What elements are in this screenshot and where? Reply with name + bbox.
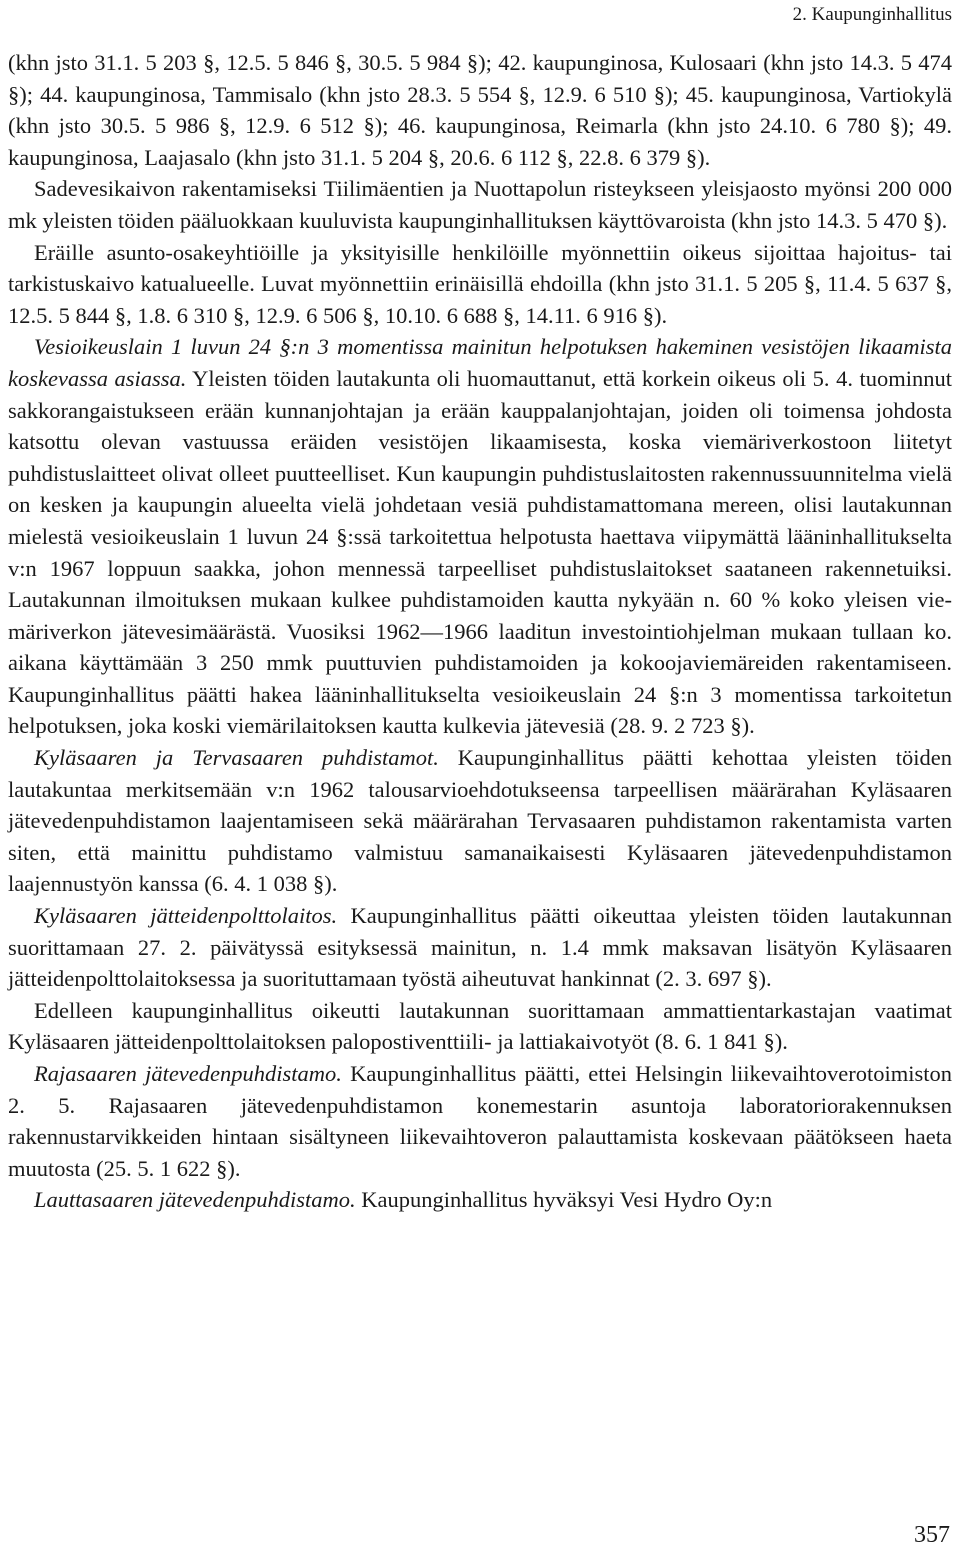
paragraph-text: Kaupunginhallitus hyväksyi Vesi Hydro Oy:n bbox=[361, 1187, 773, 1213]
paragraph-text: Eräille asunto-osakeyhtiöille ja yksityisille henkilöille myönnettiin oikeus sijoittaa hajoitus- tai tarkistuskaivo katualueelle. Luvat myönnettiin erinäisillä ehdoilla (khn jsto 31.1. 5 205 §, 11.4. 5 637 §, 12.5. 5 844 §, 1.8. 6 310 §, 12.9. 6 506 §, 10.10. 6 688 §, 14.11. 6 916 §). bbox=[8, 239, 952, 328]
paragraph-heading: Kyläsaaren ja Tervasaaren puhdistamot. bbox=[34, 745, 439, 771]
paragraph-incinerator-fire-valves bbox=[8, 995, 952, 1058]
paragraph-text: Sadevesikaivon rakentamiseksi Tiilimäentien ja Nuottapolun risteykseen yleisjaosto myönsi 200 000 mk yleisten töiden pääluokkaan kuuluvista kaupunginhallituksen käyttövaroista (khn jsto 14.3. 5 470 §). bbox=[8, 176, 952, 233]
paragraph-lauttasaari-plant bbox=[8, 1184, 952, 1216]
page-number: 357 bbox=[914, 1522, 950, 1548]
paragraph-rainwater-well bbox=[8, 173, 952, 236]
paragraph-water-law-relief bbox=[8, 331, 952, 742]
paragraph-text: Kaupunginhallitus päätti kehottaa yleisten töiden lautakuntaa merkitsemään v:n 1962 talousarvioehdotukseensa tarpeellisen määrärahan Kyläsaaren jätevedenpuhdistamon laajentamiseen sekä määrärahan Tervasaaren puhdistamon rakentamista varten siten, että mainittu puhdistamo valmistuu samanaikaisesti Kyläsaaren jätevedenpuhdistamon laajennustyön kanssa (6. 4. 1 038 §). bbox=[8, 745, 952, 897]
paragraph-kylasaari-tervasaari-plants bbox=[8, 742, 952, 900]
paragraph-kylasaari-incinerator bbox=[8, 900, 952, 995]
paragraph-district-list bbox=[8, 47, 952, 173]
paragraph-text: Edelleen kaupunginhallitus oikeutti lautakunnan suorittamaan ammattientarkastajan vaatimat Kyläsaaren jätteidenpolttolaitoksen palopostiventtiili- ja lattiakaivotyöt (8. 6. 1 841 §). bbox=[8, 997, 952, 1055]
paragraph-heading: Rajasaaren jätevedenpuhdistamo. bbox=[34, 1061, 342, 1086]
paragraph-heading: Lauttasaaren jätevedenpuhdistamo. bbox=[34, 1187, 356, 1213]
running-head: 2. Kaupunginhallitus bbox=[792, 4, 952, 25]
paragraph-text: Kaupunginhallitus päätti, ettei Helsingin liikevaihtoverotoimiston 2. 5. Rajasaaren jätevedenpuhdistamon konemestarin asuntoja laboratoriorakennuksen rakennustarvikkeiden hintaan sisältyneen liikevaihtoveron palauttamista koskevaan päätökseen haeta muutosta (25. 5. 1 622 §). bbox=[8, 1061, 953, 1181]
paragraph-heading: Kyläsaaren jätteidenpolttolaitos. bbox=[34, 903, 338, 929]
paragraph-text: Kaupunginhallitus päätti oikeuttaa yleisten töiden lautakunnan suorittamaan 27. 2. päivätyssä esityksessä mainitun, n. 1.4 mmk maksavan lisätyön Kyläsaaren jätteidenpolttolaitoksessa ja suorituttamaan työstä aiheutuvat hankinnat (2. 3. 697 §). bbox=[8, 903, 953, 992]
paragraph-text: Yleisten töiden lautakunta oli huomauttanut, että korkein oikeus oli 5. 4. tuominnut sakkorangaistukseen erään kunnanjohtajan ja erään kauppalanjohtajan, joiden oli toimensa johdosta katsottu olevan vastuussa eräiden vesistöjen likaamisesta, koska viemäriverkostoon liitetyt puhdistuslaitteet olivat olleet puutteelliset. Kun kaupungin puhdistuslaitosten rakennussuunnitelma vielä on kesken ja kaupungin alueelta vielä johdetaan vesiä puhdistamattomana mereen, olisi lautakunnan mielestä vesioikeuslain 1 luvun 24 §:ssä tarkoitettua helpotusta haettava viipymättä lääninhallitukselta v:n 1967 loppuun saakka, johon mennessä tarpeelliset puhdistuslaitokset saataneen rakennetuiksi. Lautakunnan ilmoituksen mukaan kulkee puhdistamoiden kautta nykyään n. 60 % koko yleisen viemäriverkon jätevesimäärästä. Vuosiksi 1962—1966 laaditun investointiohjelman mukaan tullaan ko. aikana käyttämään 3 250 mmk puuttuvien puhdistamoiden ja kokoojaviemäreiden rakentamiseen. Kaupunginhallitus päätti hakea lääninhallitukselta vesioikeuslain 24 §:n 3 momentissa tarkoitetun helpotuksen, joka koski viemärilaitoksen kautta kulkevia jätevesiä (28. 9. 2 723 §). bbox=[8, 365, 953, 739]
paragraph-inspection-wells bbox=[8, 237, 952, 332]
paragraph-rajasaari-plant bbox=[8, 1058, 952, 1184]
paragraph-text: (khn jsto 31.1. 5 203 §, 12.5. 5 846 §, 30.5. 5 984 §); 42. kaupunginosa, Kulosaari (khn jsto 14.3. 5 474 §); 44. kaupunginosa, Tammisalo (khn jsto 28.3. 5 554 §, 12.9. 6 510 §); 45. kaupunginosa, Vartiokylä (khn jsto 30.5. 5 986 §, 12.9. 6 512 §); 46. kaupunginosa, Reimarla (khn jsto 24.10. 6 780 §); 49. kaupunginosa, Laajasalo (khn jsto 31.1. 5 204 §, 20.6. 6 112 §, 22.8. 6 379 §). bbox=[8, 50, 952, 170]
paragraph-heading: Vesioikeuslain 1 luvun 24 §:n 3 momentissa mainitun helpotuksen hakeminen vesistöjen likaamista koskevassa asiassa. bbox=[8, 334, 952, 391]
body-text bbox=[8, 47, 952, 1216]
